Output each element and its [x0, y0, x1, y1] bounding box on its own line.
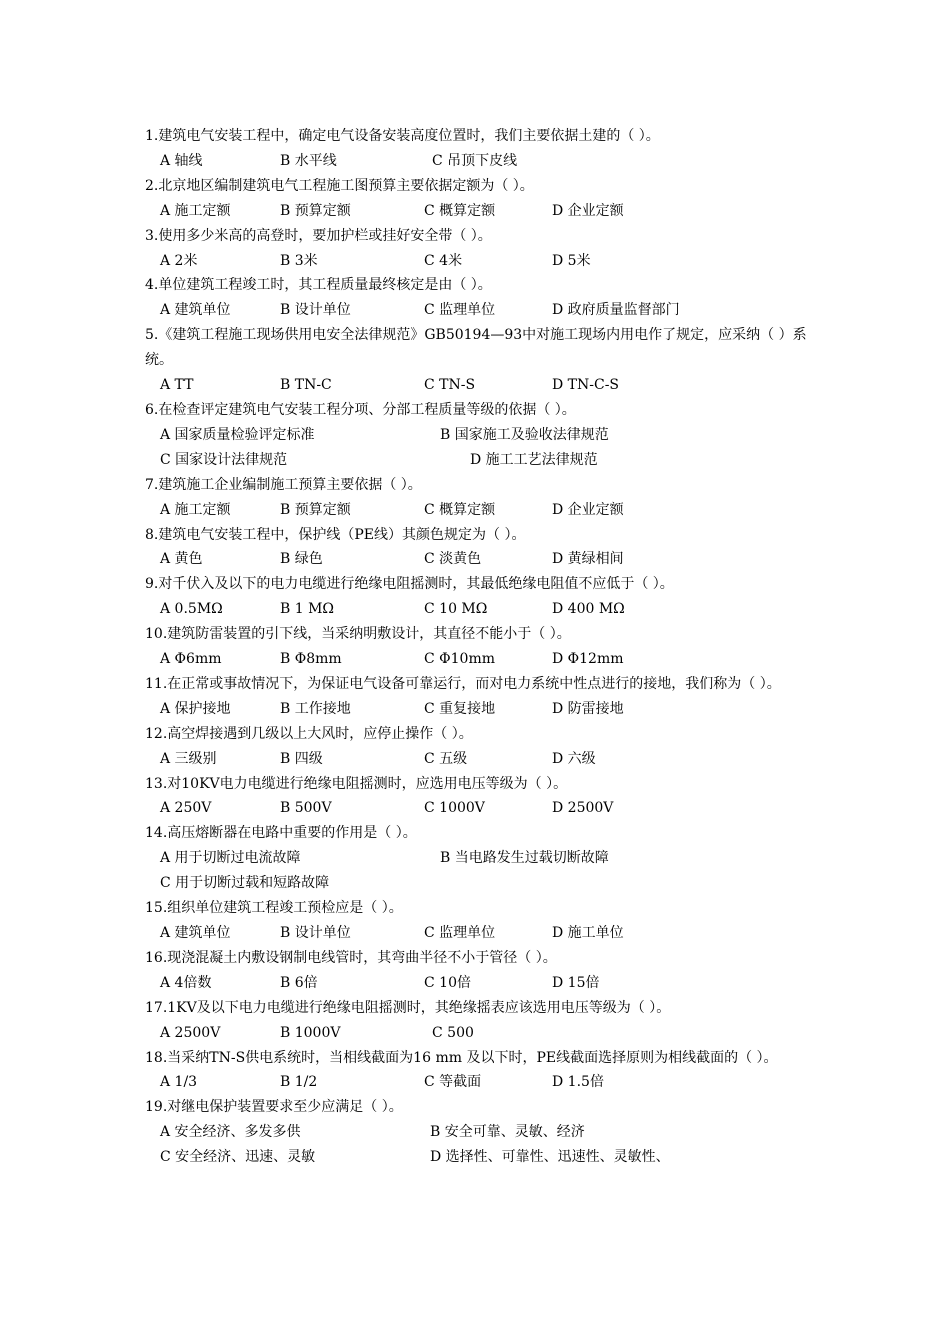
option: B 1/2	[280, 1074, 318, 1091]
option: B 500V	[280, 800, 332, 817]
option: A 2500V	[160, 1024, 221, 1041]
option-row	[145, 871, 815, 896]
option: B 当电路发生过载切断故障	[440, 850, 609, 867]
option: D 2500V	[552, 800, 614, 817]
option-row	[145, 971, 815, 996]
option-row	[145, 149, 815, 174]
option: D 六级	[552, 750, 596, 767]
question-text: 14.高压熔断器在电路中重要的作用是（ ）。	[145, 825, 417, 842]
option: A 施工定额	[160, 501, 231, 518]
option: C 监理单位	[424, 302, 496, 319]
option: C TN-S	[424, 377, 476, 394]
option: C 等截面	[424, 1074, 482, 1091]
option: D 施工单位	[552, 925, 624, 941]
option: B 水平线	[280, 152, 337, 169]
option: D 企业定额	[552, 202, 624, 219]
question-text: 16.现浇混凝土内敷设钢制电线管时，其弯曲半径不小于管径（ ）。	[145, 949, 557, 966]
option: C 10 MΩ	[424, 601, 488, 618]
option: D 5米	[552, 252, 591, 269]
option: B 3米	[280, 252, 318, 269]
option: C 4米	[424, 252, 463, 269]
option: B 1 MΩ	[280, 601, 335, 618]
option: A 建筑单位	[160, 302, 231, 319]
option: D 防雷接地	[552, 700, 624, 717]
option: D 企业定额	[552, 501, 624, 518]
question-text: 4.单位建筑工程竣工时，其工程质量最终核定是由（ ）。	[145, 277, 492, 294]
option: A 轴线	[160, 152, 203, 169]
option-row	[145, 597, 815, 622]
option: A 保护接地	[160, 700, 231, 717]
option-row	[145, 448, 815, 473]
option-row	[145, 1145, 815, 1170]
option: A 建筑单位	[160, 925, 231, 941]
question-text: 18.当采纳TN-S供电系统时，当相线截面为16 mm 及以下时，PE线截面选择原则为相线截面的（ ）。	[145, 1049, 778, 1066]
option-row	[145, 796, 815, 821]
option: C 五级	[424, 750, 468, 767]
option-row	[145, 1070, 815, 1095]
option: A TT	[160, 377, 194, 394]
option: B TN-C	[280, 377, 332, 394]
question-text: 12.高空焊接遇到几级以上大风时，应停止操作（ ）。	[145, 725, 473, 742]
question-text: 15.组织单位建筑工程竣工预检应是（ ）。	[145, 900, 403, 917]
option: D 1.5倍	[552, 1074, 604, 1091]
option: C 淡黄色	[424, 551, 482, 568]
option-row	[145, 747, 815, 772]
option-row	[145, 498, 815, 523]
option: D 政府质量监督部门	[552, 302, 680, 319]
option: C 10倍	[424, 974, 471, 991]
option: A 2米	[160, 252, 198, 269]
option: B 工作接地	[280, 700, 351, 717]
question-text: 6.在检查评定建筑电气安装工程分项、分部工程质量等级的依据（ ）。	[145, 401, 576, 418]
question-text: 11.在正常或事故情况下，为保证电气设备可靠运行，而对电力系统中性点进行的接地，我们称为（ ）。	[145, 675, 781, 692]
question-text: 7.建筑施工企业编制施工预算主要依据（ ）。	[145, 476, 422, 493]
option: A 国家质量检验评定标准	[160, 426, 315, 443]
option: B 安全可靠、灵敏、经济	[430, 1124, 585, 1141]
option: D 选择性、可靠性、迅速性、灵敏性、	[430, 1149, 670, 1166]
option-row	[145, 199, 815, 224]
option-row	[145, 846, 815, 871]
question-text: 2.北京地区编制建筑电气工程施工图预算主要依据定额为（ ）。	[145, 177, 534, 194]
option: A Φ6mm	[160, 651, 222, 668]
question-text: 10.建筑防雷装置的引下线，当采纳明敷设计，其直径不能小于（ ）。	[145, 626, 571, 643]
option: B 1000V	[280, 1024, 341, 1041]
option: C 吊顶下皮线	[432, 152, 518, 169]
question-text: 1.建筑电气安装工程中，确定电气设备安装高度位置时，我们主要依据土建的（ ）。	[145, 128, 660, 144]
option-row	[145, 1021, 815, 1046]
option: C 安全经济、迅速、灵敏	[160, 1149, 316, 1166]
option: A 三级别	[160, 750, 217, 767]
option: A 黄色	[160, 551, 203, 568]
option: B 6倍	[280, 974, 318, 991]
option: A 施工定额	[160, 202, 231, 219]
option-row	[145, 298, 815, 323]
question-list	[145, 124, 815, 1170]
option: A 0.5MΩ	[160, 601, 223, 618]
option-row	[145, 697, 815, 722]
option: B 预算定额	[280, 202, 351, 219]
option: C 概算定额	[424, 202, 496, 219]
option-row	[145, 921, 815, 946]
option: C 1000V	[424, 800, 485, 817]
question-text: 17.1KV及以下电力电缆进行绝缘电阻摇测时，其绝缘摇表应该选用电压等级为（ ）。	[145, 999, 671, 1016]
option: B 设计单位	[280, 302, 351, 319]
option: C 重复接地	[424, 700, 496, 717]
option: C 监理单位	[424, 925, 496, 941]
option: C Φ10mm	[424, 651, 496, 668]
question-text: 19.对继电保护装置要求至少应满足（ ）。	[145, 1099, 403, 1116]
question-text: 5.《建筑工程施工现场供用电安全法律规范》GB50194—93中对施工现场内用电作了规定，应采纳（ ）系统。	[145, 327, 807, 369]
option: B Φ8mm	[280, 651, 342, 668]
option: D TN-C-S	[552, 377, 620, 394]
question-text: 8.建筑电气安装工程中，保护线（PE线）其颜色规定为（ ）。	[145, 526, 526, 543]
option-row	[145, 547, 815, 572]
option: D 15倍	[552, 974, 600, 991]
question-text: 13.对10KV电力电缆进行绝缘电阻摇测时，应选用电压等级为（ ）。	[145, 775, 568, 792]
question-text: 3.使用多少米高的高登时，要加护栏或挂好安全带（ ）。	[145, 227, 492, 244]
option: C 国家设计法律规范	[160, 451, 288, 468]
option: B 设计单位	[280, 925, 351, 941]
option: A 4倍数	[160, 974, 212, 991]
option: D 黄绿相间	[552, 551, 624, 568]
option: D 施工工艺法律规范	[470, 451, 598, 468]
option-row	[145, 249, 815, 274]
option: C 用于切断过载和短路故障	[160, 875, 330, 892]
option: D Φ12mm	[552, 651, 624, 668]
option: D 400 MΩ	[552, 601, 625, 618]
option: A 250V	[160, 800, 212, 817]
option-row	[145, 423, 815, 448]
option: B 国家施工及验收法律规范	[440, 426, 609, 443]
option: B 绿色	[280, 551, 323, 568]
option: B 四级	[280, 750, 323, 767]
option: A 1/3	[160, 1074, 198, 1091]
option: A 用于切断过电流故障	[160, 850, 301, 867]
question-text: 9.对千伏入及以下的电力电缆进行绝缘电阻摇测时，其最低绝缘电阻值不应低于（ ）。	[145, 576, 674, 593]
option: A 安全经济、多发多供	[160, 1124, 301, 1141]
option-row	[145, 647, 815, 672]
option: C 500	[432, 1024, 474, 1041]
option-row	[145, 373, 815, 398]
option: B 预算定额	[280, 501, 351, 518]
option-row	[145, 1120, 815, 1145]
option: C 概算定额	[424, 501, 496, 518]
